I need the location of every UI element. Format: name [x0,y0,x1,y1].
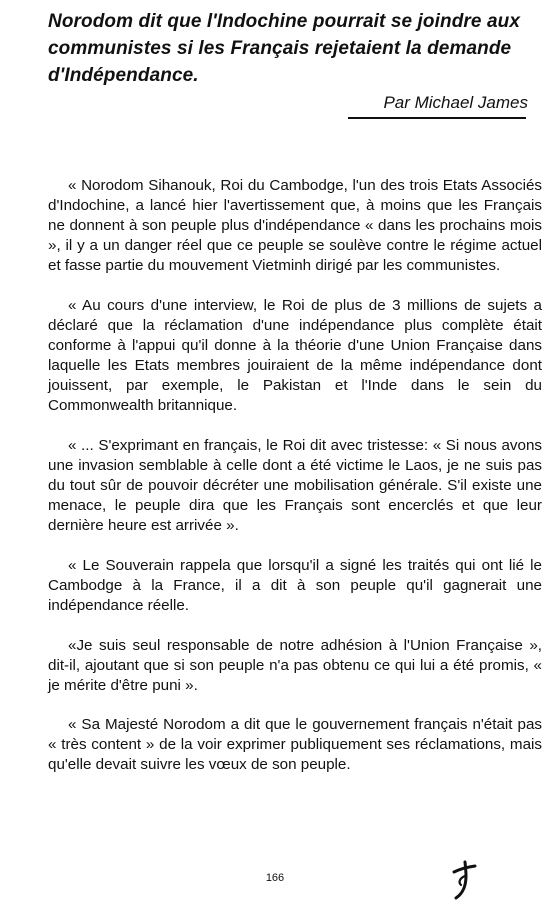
page-number: 166 [265,872,285,884]
article-body [48,176,542,795]
paragraph-5: «Je suis seul responsable de notre adhésion à l'Union Française », dit-il, ajoutant que si son peuple n'a pas obtenu ce qui lui a été promis, « je mérite d'être puni ». [48,637,542,694]
paragraph-4: « Le Souverain rappela que lorsqu'il a signé les traités qui ont lié le Cambodge à la France, il a dit à son peuple qu'il gagnerait une indépendance réelle. [48,557,542,614]
byline-underline [348,117,526,119]
paragraph-2: « Au cours d'une interview, le Roi de plus de 3 millions de sujets a déclaré que la réclamation d'une indépendance plus complète était conforme à l'appui qu'il donne à la théorie d'une Union Française dans laquelle les Etats membres jouiraient de la même indépendance dont jouissent, par exemple, le Pakistan et l'Inde dans le sein du Commonwealth britannique. [48,297,542,414]
paragraph-6: « Sa Majesté Norodom a dit que le gouvernement français n'était pas « très content » de la voir exprimer publiquement ses réclamations, mais qu'elle devait suivre les vœux de son peuple. [48,716,542,773]
paragraph-3: « ... S'exprimant en français, le Roi dit avec tristesse: « Si nous avons une invasion semblable à celle dont a été victime le Laos, je ne suis pas du tout sûr de pouvoir décréter une mobilisation générale. S'il existe une menace, le peuple dira que les Français sont encerclés et que leur dernière heure est arrivée ». [48,437,542,534]
paragraph-1: « Norodom Sihanouk, Roi du Cambodge, l'un des trois Etats Associés d'Indochine, a lancé hier l'avertissement que, à moins que les Français ne donnent à son peuple plus d'indépendance « dans les prochains mois », il y a un danger réel que ce peuple se soulève contre le régime actuel et fasse partie du mouvement Vietminh dirigé par les communistes. [48,177,542,274]
article-byline: Par Michael James [383,93,528,112]
handwritten-mark-icon [448,858,478,902]
article-title: Norodom dit que l'Indochine pourrait se joindre aux communistes si les Français rejetaient la demande d'Indépendance. [48,11,520,86]
